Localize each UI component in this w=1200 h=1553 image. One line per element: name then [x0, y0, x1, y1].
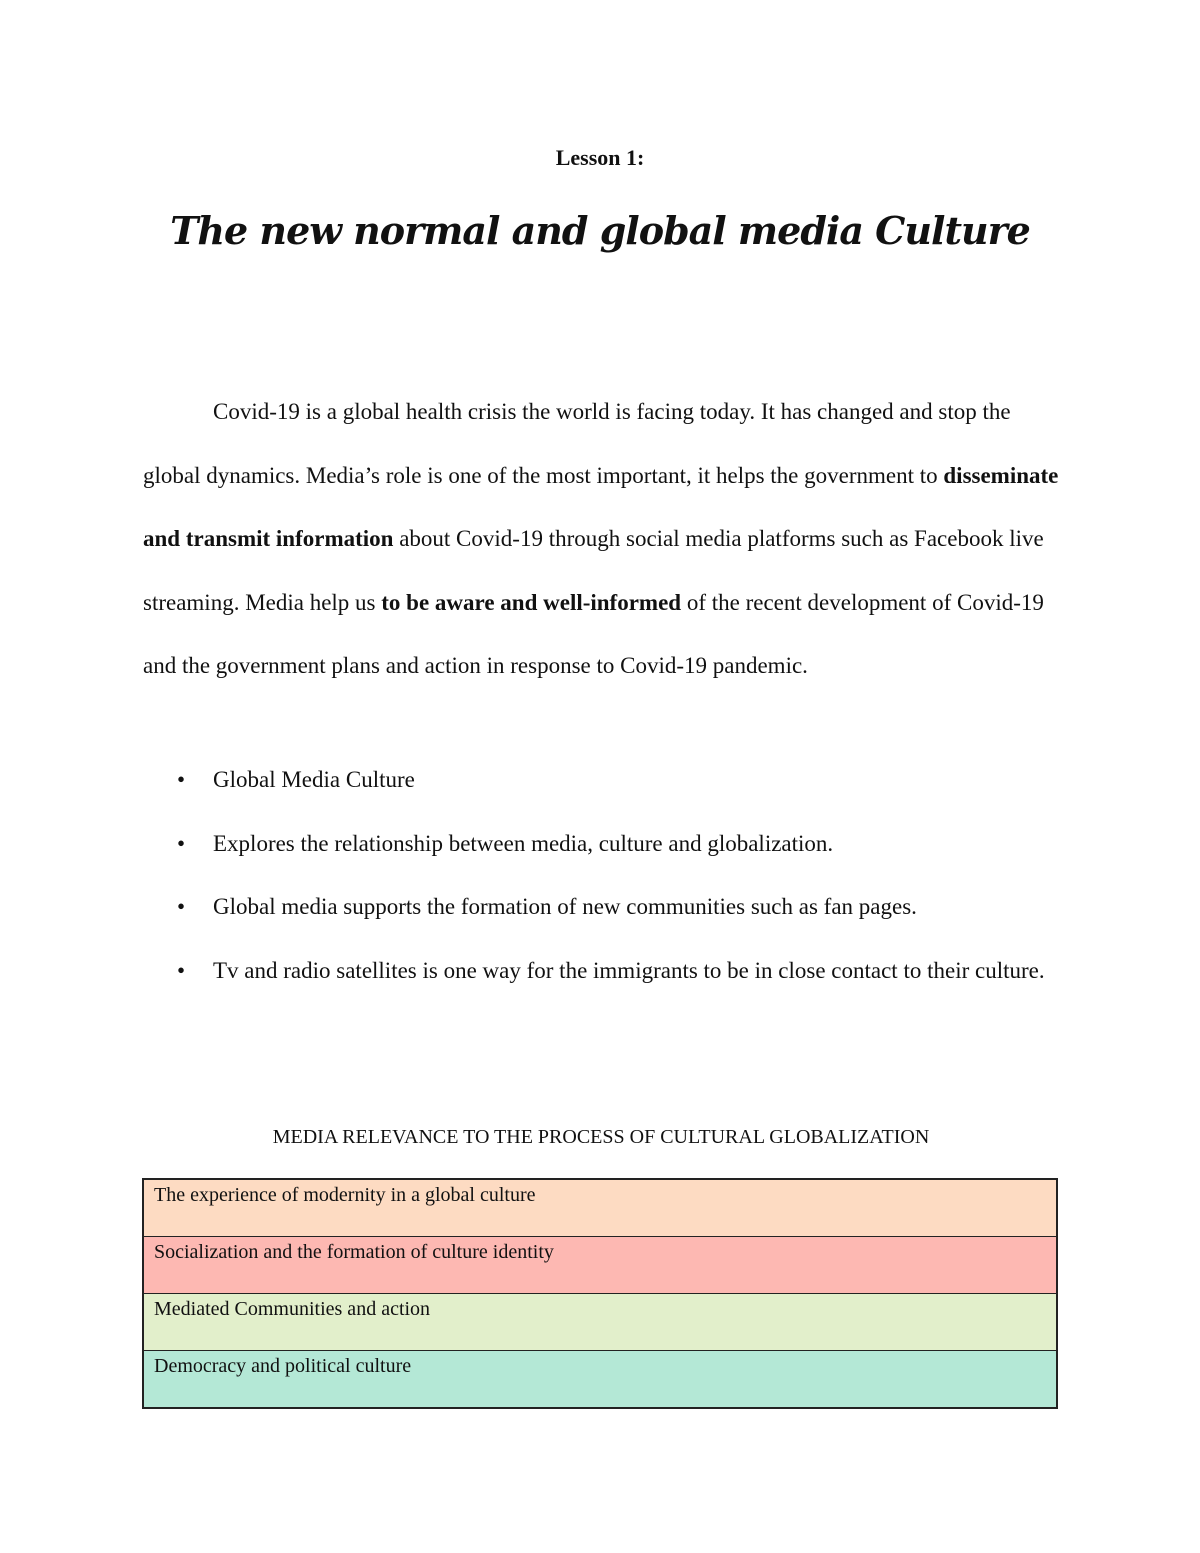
bullet-list	[143, 748, 1073, 1002]
bullet-icon: •	[177, 767, 186, 792]
list-item-text: Global media supports the formation of new communities such as fan pages.	[213, 894, 917, 919]
table-row	[143, 1294, 1057, 1351]
table-cell: Democracy and political culture	[143, 1351, 1057, 1409]
paragraph-text: Covid-19 is a global health crisis the world is facing today. It has changed and stop the global dynamics. Media’s role is one of the most important, it helps the government to	[143, 399, 1011, 488]
list-item-text: Global Media Culture	[213, 767, 415, 792]
indent	[143, 399, 213, 424]
list-item-text: Explores the relationship between media, culture and globalization.	[213, 830, 834, 856]
media-relevance-table	[142, 1178, 1058, 1409]
bullet-icon: •	[177, 957, 186, 983]
table-row	[143, 1351, 1057, 1409]
table-cell: Mediated Communities and action	[143, 1294, 1057, 1351]
paragraph-bold-text: to be aware and well-informed	[381, 589, 682, 615]
paragraph-text: of the recent development of Covid-19 and the government plans and action in response to Covid-19 pandemic.	[143, 589, 1044, 678]
lesson-label: Lesson 1:	[555, 145, 645, 170]
list-item	[143, 939, 1073, 1003]
page-title: The new normal and global media Culture	[170, 208, 1030, 253]
list-item-text: Tv and radio satellites is one way for the immigrants to be in close contact to their culture.	[213, 957, 1045, 983]
table-cell: The experience of modernity in a global culture	[143, 1179, 1057, 1237]
list-item	[143, 748, 1073, 812]
paragraph-bold-text: disseminate and transmit information	[143, 462, 1059, 551]
list-item	[143, 875, 1073, 939]
table-cell: Socialization and the formation of culture identity	[143, 1237, 1057, 1294]
bullet-icon: •	[177, 830, 186, 856]
intro-paragraph	[143, 380, 1063, 698]
bullet-icon: •	[177, 894, 186, 919]
list-item	[143, 812, 1073, 876]
paragraph-text: about Covid-19 through social media platforms such as Facebook live streaming. Media help us	[143, 526, 1044, 615]
table-row	[143, 1237, 1057, 1294]
table-title: MEDIA RELEVANCE TO THE PROCESS OF CULTURAL GLOBALIZATION	[272, 1126, 930, 1148]
table-row	[143, 1179, 1057, 1237]
